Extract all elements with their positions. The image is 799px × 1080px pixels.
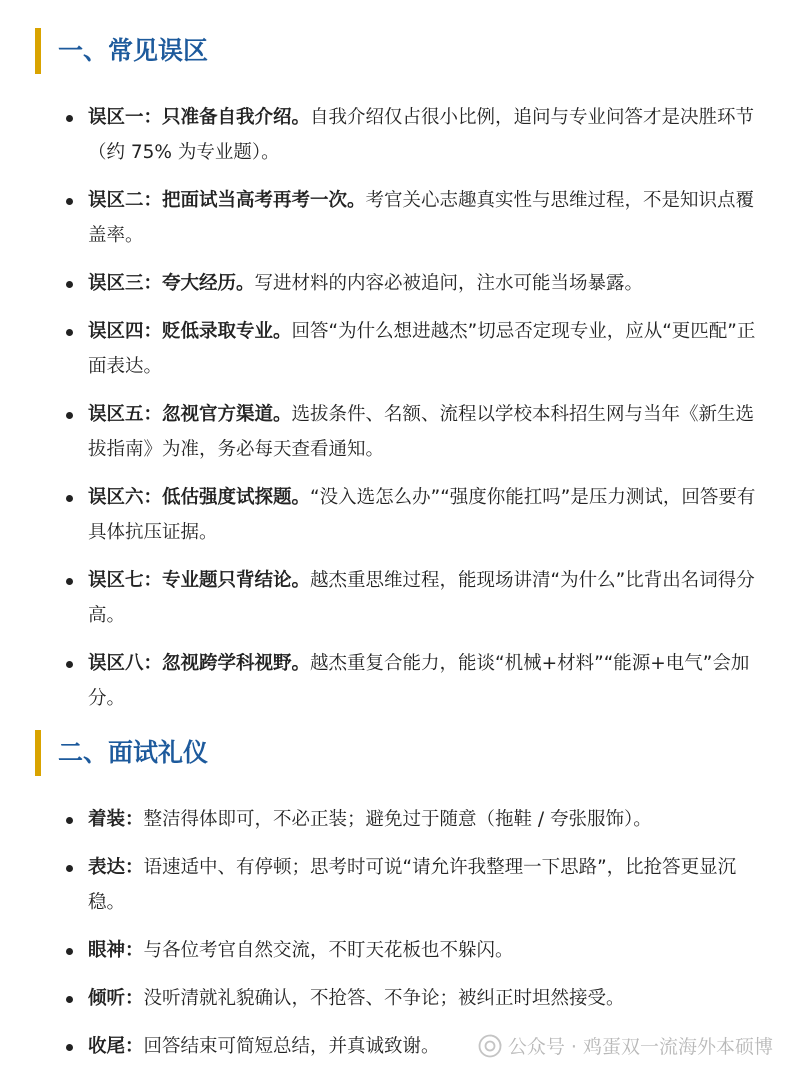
item-headline: 只准备自我介绍。 — [162, 107, 311, 128]
list-item — [0, 183, 799, 253]
list-item — [0, 314, 799, 384]
list-item — [0, 266, 799, 301]
item-body: 与各位考官自然交流，不盯天花板也不躲闪。 — [143, 940, 514, 961]
item-label: 误区四： — [88, 321, 163, 342]
item-label: 误区八： — [88, 653, 163, 674]
bullet-icon — [66, 412, 73, 419]
list-item — [0, 100, 799, 170]
wechat-official-account-icon — [478, 1034, 502, 1058]
item-body: 整洁得体即可，不必正装；避免过于随意（拖鞋 / 夸张服饰）。 — [143, 809, 652, 830]
item-headline: 忽视官方渠道。 — [162, 404, 292, 425]
item-label: 着装： — [88, 809, 144, 830]
item-body: 回答“为什么想进越杰”切忌否定现专业，应从“更匹配”正面表达。 — [88, 321, 756, 377]
heading-accent-bar — [35, 28, 41, 74]
item-body: 越杰重复合能力，能谈“机械+材料”“能源+电气”会加分。 — [88, 653, 750, 709]
bullet-icon — [66, 996, 73, 1003]
list-item — [0, 480, 799, 550]
bullet-icon — [66, 865, 73, 872]
list-item — [0, 397, 799, 467]
bullet-icon — [66, 661, 73, 668]
section-interview-etiquette — [0, 730, 799, 1064]
item-body: “没入选怎么办”“强度你能扛吗”是压力测试，回答要有具体抗压证据。 — [88, 487, 756, 543]
list-item — [0, 981, 799, 1016]
item-label: 误区七： — [88, 570, 163, 591]
list-item — [0, 802, 799, 837]
item-label: 收尾： — [88, 1036, 144, 1057]
bullet-icon — [66, 817, 73, 824]
item-headline: 贬低录取专业。 — [162, 321, 292, 342]
item-body: 写进材料的内容必被追问，注水可能当场暴露。 — [254, 273, 644, 294]
item-body: 自我介绍仅占很小比例，追问与专业问答才是决胜环节（约 75% 为专业题）。 — [88, 107, 755, 163]
bullet-icon — [66, 948, 73, 955]
item-body: 回答结束可简短总结，并真诚致谢。 — [143, 1036, 440, 1057]
heading-accent-bar — [35, 730, 41, 776]
item-label: 误区五： — [88, 404, 163, 425]
bullet-icon — [66, 495, 73, 502]
watermark — [478, 1032, 773, 1059]
section-heading — [0, 730, 799, 776]
item-label: 表达： — [88, 857, 144, 878]
list-item — [0, 646, 799, 716]
item-label: 误区六： — [88, 487, 163, 508]
bullet-icon — [66, 281, 73, 288]
section-title: 一、常见误区 — [58, 36, 209, 65]
item-label: 误区一： — [88, 107, 163, 128]
bullet-icon — [66, 198, 73, 205]
list-item — [0, 933, 799, 968]
item-body: 越杰重思维过程，能现场讲清“为什么”比背出名词得分高。 — [88, 570, 755, 626]
item-headline: 低估强度试探题。 — [162, 487, 311, 508]
section-heading — [0, 28, 799, 74]
item-body: 选拔条件、名额、流程以学校本科招生网与当年《新生选拔指南》为准，务必每天查看通知。 — [88, 404, 755, 460]
item-headline: 夸大经历。 — [162, 273, 255, 294]
bullet-icon — [66, 1044, 73, 1051]
list-item — [0, 563, 799, 633]
list-item — [0, 850, 799, 920]
item-label: 误区二： — [88, 190, 163, 211]
item-label: 眼神： — [88, 940, 144, 961]
item-body: 语速适中、有停顿；思考时可说“请允许我整理一下思路”，比抢答更显沉稳。 — [88, 857, 737, 913]
bullet-icon — [66, 329, 73, 336]
section-common-mistakes — [0, 28, 799, 716]
item-body: 没听清就礼貌确认，不抢答、不争论；被纠正时坦然接受。 — [143, 988, 625, 1009]
watermark-text: 公众号 · 鸡蛋双一流海外本硕博 — [507, 1036, 773, 1058]
item-headline: 专业题只背结论。 — [162, 570, 311, 591]
bullet-icon — [66, 115, 73, 122]
item-label: 倾听： — [88, 988, 144, 1009]
section-title: 二、面试礼仪 — [58, 738, 209, 767]
item-label: 误区三： — [88, 273, 163, 294]
bullet-icon — [66, 578, 73, 585]
item-headline: 把面试当高考再考一次。 — [162, 190, 366, 211]
etiquette-list — [0, 802, 799, 1064]
item-headline: 忽视跨学科视野。 — [162, 653, 311, 674]
mistakes-list — [0, 100, 799, 716]
item-body: 考官关心志趣真实性与思维过程，不是知识点覆盖率。 — [88, 190, 755, 246]
